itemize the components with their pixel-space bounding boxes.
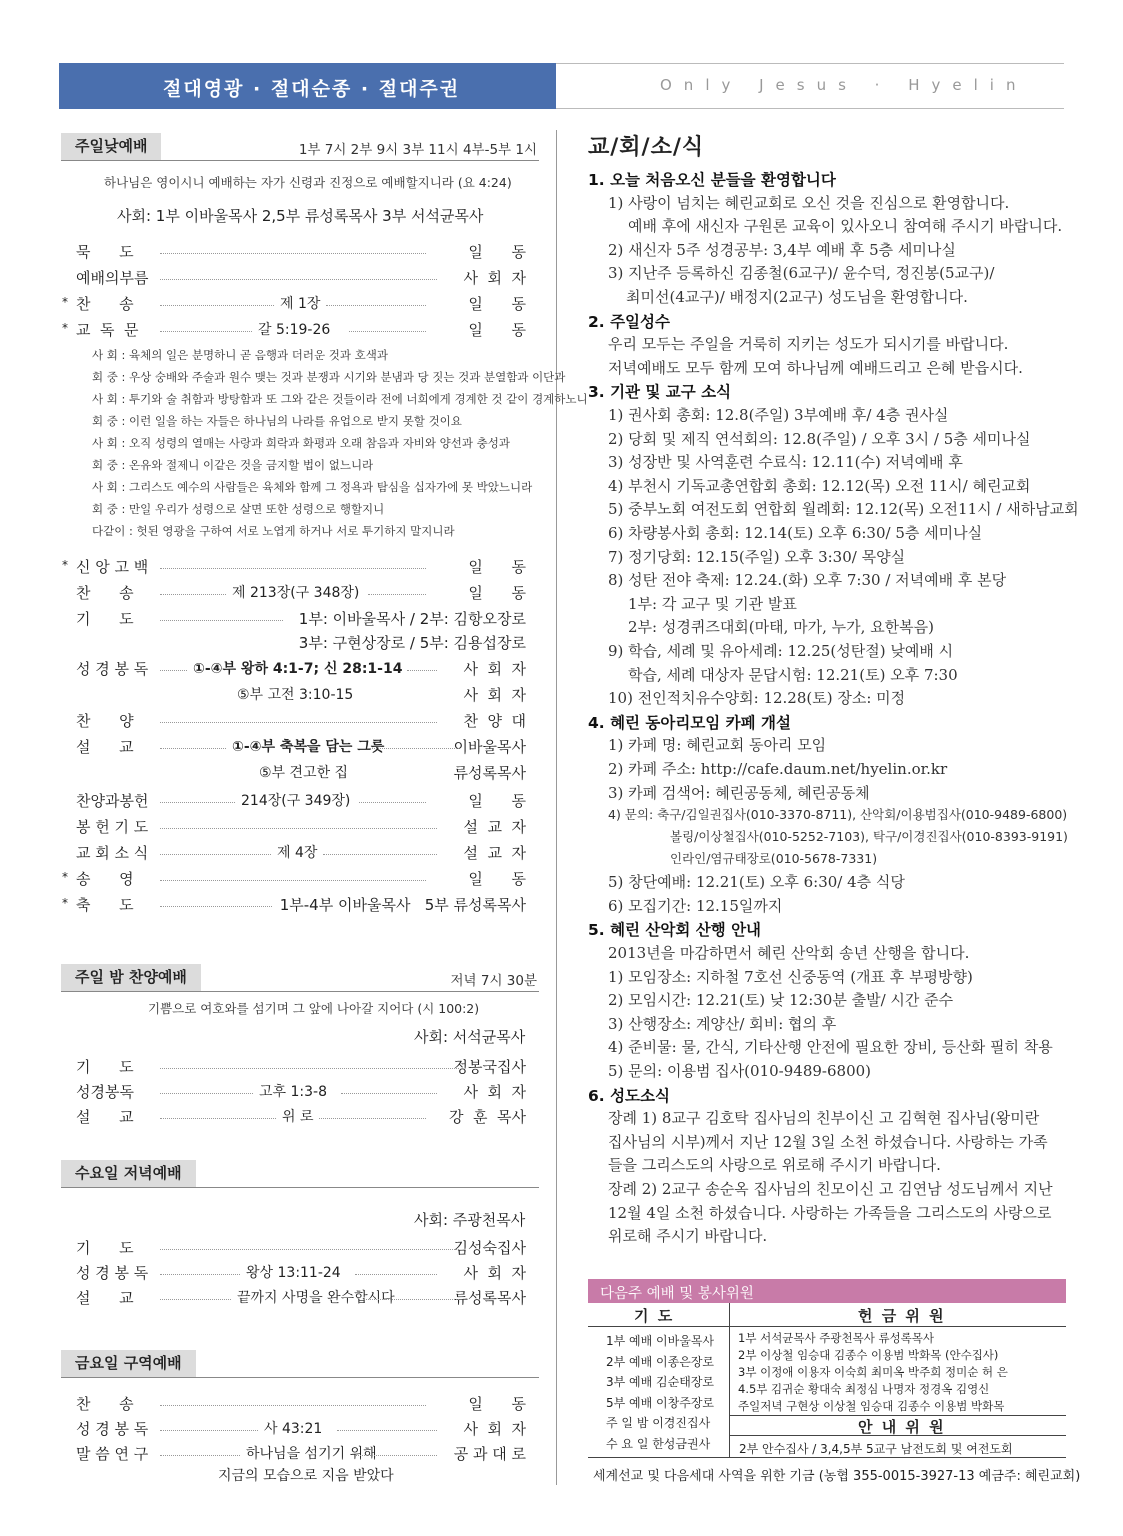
order-row [76, 816, 526, 838]
news-line: 3) 카페 검색어: 혜린공동체, 혜린공동체 [608, 783, 870, 802]
news-line: 집사님의 시부)께서 지난 12월 3일 소천 하셨습니다. 사랑하는 가족 [608, 1132, 1048, 1151]
leader-dots [355, 1274, 437, 1275]
order-label: 찬양과봉헌 [76, 792, 149, 810]
news-heading: 5. 혜린 산악회 산행 안내 [588, 921, 762, 940]
news-line: 7) 정기당회: 12.15(주일) 오후 3:30/ 목양실 [608, 547, 906, 566]
offering-assignment: 2부 이상철 임승대 김종수 이용범 박화목 (안수집사) [738, 1348, 999, 1362]
order-person: 1부: 이바울목사 / 2부: 김항오장로 [298, 610, 526, 628]
section-header-sunday-evening [61, 964, 539, 992]
order-row [76, 582, 526, 604]
header-right-title: Only Jesus · Hyelin [660, 76, 1028, 94]
order-person: 일 동 [468, 792, 526, 810]
order-row [62, 868, 526, 890]
order-label: 예배의부름 [76, 269, 149, 287]
responsive-line: 회 중 : 우상 숭배와 주술과 원수 맺는 것과 분쟁과 시기와 분냄과 당 짓는 것과 분열함과 이단과 [92, 370, 566, 384]
order-label: 성 경 봉 독 [76, 660, 149, 678]
news-line: 1) 카페 명: 혜린교회 동아리 모임 [608, 736, 827, 755]
leader-dots [407, 670, 437, 671]
news-line: 1부: 각 교구 및 기관 발표 [628, 594, 797, 613]
order-detail: 끝까지 사명을 완수합시다 [237, 1290, 395, 1306]
order-row [76, 790, 526, 812]
leader-dots [160, 1118, 276, 1119]
order-person: 일 동 [468, 870, 526, 888]
order-label: 교 독 문 [76, 321, 139, 339]
section-header-sunday [61, 133, 539, 161]
order-row [62, 894, 526, 916]
prayer-assignment: 5부 예배 이창주장로 [606, 1395, 715, 1410]
mission-fund-note: 세계선교 및 다음세대 사역을 위한 기금 (농협 355-0015-3927-13 예금주: 혜린교회) [593, 1469, 1081, 1484]
responsive-line: 사 회 : 육체의 일은 분명하니 곧 음행과 더러운 것과 호색과 [92, 348, 388, 362]
leader-dots [355, 1455, 437, 1456]
leader-dots [364, 1299, 459, 1300]
leader-dots [160, 331, 252, 332]
order-detail: ⑤부 고전 3:10-15 [237, 687, 354, 703]
order-label: 찬 송 [76, 295, 134, 313]
order-row [76, 1443, 526, 1465]
offering-assignment: 4.5부 김귀순 황대숙 최정심 나명자 정경옥 김영신 [738, 1382, 990, 1396]
order-label: 축 도 [76, 896, 134, 914]
usher-heading: 안 내 위 원 [858, 1418, 946, 1436]
order-person: 일 동 [468, 321, 526, 339]
order-label: 찬 양 [76, 712, 134, 730]
leader-dots [341, 1093, 437, 1094]
news-line: 6) 차량봉사회 총회: 12.14(토) 오후 6:30/ 5층 세미나실 [608, 524, 983, 542]
news-heading: 6. 성도소식 [588, 1086, 670, 1105]
leader-dots [160, 594, 226, 595]
order-label: 말 씀 연 구 [76, 1445, 149, 1463]
offering-assignment: 주일저녁 구현상 이상철 임승대 김종수 이용범 박화목 [738, 1399, 1005, 1413]
responsive-line: 회 중 : 이런 일을 하는 자들은 하나님의 나라를 유업으로 받지 못할 것이요 [92, 414, 462, 428]
news-heading: 3. 기관 및 교구 소식 [588, 383, 732, 402]
order-person: 김성숙집사 [453, 1239, 526, 1257]
news-contact-line: 볼링/이상철집사(010-5252-7103), 탁구/이경진집사(010-8393-9191) [670, 829, 1068, 845]
news-line: 1) 권사회 총회: 12.8(주일) 3부예배 후/ 4층 권사실 [608, 406, 949, 424]
news-line: 학습, 세례 대상자 문답시험: 12.21(토) 오후 7:30 [628, 665, 958, 684]
leader-dots [160, 253, 426, 254]
leader-dots [160, 568, 426, 569]
order-person: 일 동 [468, 1395, 526, 1413]
duty-title: 다음주 예배 및 봉사위원 [600, 1286, 754, 1302]
order-detail: 하나님을 섬기기 위해 [246, 1446, 377, 1462]
news-heading: 2. 주일성수 [588, 312, 670, 331]
order-row [76, 241, 526, 263]
leader-dots [319, 1118, 426, 1119]
leader-dots [160, 1274, 240, 1275]
order-person: 설 교 자 [463, 844, 526, 862]
order-row [76, 632, 526, 654]
order-label: 기 도 [76, 1239, 134, 1257]
order-label: 교 회 소 식 [76, 844, 149, 862]
order-label: 성 경 봉 독 [76, 1420, 149, 1438]
responsive-line: 사 회 : 그리스도 예수의 사람들은 육체와 함께 그 정욕과 탐심을 십자가에 못 박았느니라 [92, 480, 533, 494]
order-label: 찬 송 [76, 584, 134, 602]
news-line: 3) 지난주 등록하신 김종철(6교구)/ 윤수덕, 정진봉(5교구)/ [608, 264, 995, 283]
news-line: 8) 성탄 전야 축제: 12.24.(화) 오후 7:30 / 저녁예배 후 본당 [608, 571, 1007, 590]
news-line: 저녁예배도 모두 함께 모여 하나님께 예배드리고 은혜 받읍시다. [608, 358, 1023, 377]
order-row [62, 293, 526, 315]
usher-text: 2부 안수집사 / 3,4,5부 5교구 남전도회 및 여전도회 [739, 1442, 1013, 1456]
order-detail: ①-④부 축복을 담는 그릇 [232, 739, 385, 755]
order-label: 봉 헌 기 도 [76, 818, 149, 836]
news-line: 4) 준비물: 물, 간식, 기타산행 안전에 필요한 장비, 등산화 필히 착용 [608, 1038, 1053, 1057]
header-left-title: 절대영광 · 절대순종 · 절대주권 [163, 78, 461, 100]
responsive-line: 다같이 : 헛된 영광을 구하여 서로 노엽게 하거나 서로 투기하지 말지니라 [92, 524, 455, 538]
order-label: 설 교 [76, 1289, 134, 1307]
duty-column-divider [729, 1303, 730, 1457]
order-detail: 왕상 13:11-24 [246, 1265, 341, 1281]
prayer-assignment: 3부 예배 김순태장로 [606, 1375, 715, 1389]
leader-dots [160, 305, 274, 306]
leader-dots [160, 802, 235, 803]
order-label: 송 영 [76, 870, 134, 888]
order-label: 신 앙 고 백 [76, 558, 149, 576]
order-label: 설 교 [76, 1108, 134, 1126]
section-title: 금요일 구역예배 [61, 1350, 196, 1377]
news-line: 2) 당회 및 제직 연석회의: 12.8(주일) / 오후 3시 / 5층 세미나실 [608, 429, 1031, 448]
news-contact-line: 4) 문의: 축구/김일권집사(010-3370-8711), 산악회/이용범집사(010-9489-6800) [608, 807, 1068, 823]
prayer-assignment: 수 요 일 한성금권사 [606, 1436, 711, 1451]
leader-dots [160, 722, 437, 723]
sunday-presider: 사회: 1부 이바울목사 2,5부 류성록목사 3부 서석균목사 [117, 207, 484, 225]
order-person: 사 회 자 [463, 1264, 526, 1282]
news-line: 최미선(4교구)/ 배정지(2교구) 성도님을 환영합니다. [626, 288, 968, 306]
news-line: 10) 전인적치유수양회: 12.28(토) 장소: 미정 [608, 689, 906, 708]
news-line: 2) 모임시간: 12.21(토) 낮 12:30분 출발/ 시간 준수 [608, 991, 954, 1010]
column-divider [556, 130, 557, 1485]
leader-dots [368, 594, 426, 595]
order-row [76, 1287, 526, 1309]
order-person: 사 회 자 [463, 269, 526, 287]
news-heading: 1. 오늘 처음오신 분들을 환영합니다 [588, 171, 836, 189]
order-person: 일 동 [468, 243, 526, 261]
order-person: 사 회 자 [463, 686, 526, 704]
prayer-assignment: 1부 예배 이바울목사 [606, 1334, 715, 1348]
section-title: 주일낮예배 [61, 133, 161, 160]
offering-assignment: 1부 서석균목사 주광천목사 류성록목사 [738, 1331, 935, 1345]
header-rule-bottom [556, 108, 1064, 109]
prayer-heading: 기 도 [634, 1307, 675, 1325]
leader-dots [349, 331, 426, 332]
news-line: 2) 새신자 5주 성경공부: 3,4부 예배 후 5층 세미나실 [608, 240, 956, 259]
responsive-line: 회 중 : 온유와 절제니 이같은 것을 금지할 법이 없느니라 [92, 458, 374, 472]
order-detail: 214장(구 349장) [241, 793, 351, 809]
responsive-line: 사 회 : 오직 성령의 열매는 사랑과 희락과 화평과 오래 참음과 자비와 양선과 충성과 [92, 436, 510, 450]
order-person: 일 동 [468, 558, 526, 576]
standing-mark: * [62, 870, 68, 884]
leader-dots [160, 906, 272, 907]
leader-dots [323, 854, 437, 855]
order-person: 3부: 구현상장로 / 5부: 김용섭장로 [298, 634, 526, 652]
section-header-wednesday [61, 1160, 539, 1188]
news-line: 장례 2) 2교구 송순옥 집사님의 친모이신 고 김연남 성도님께서 지난 [608, 1180, 1053, 1198]
order-person: 류성록목사 [453, 1289, 526, 1307]
order-row [76, 1056, 526, 1078]
news-line: 들을 그리스도의 사랑으로 위로해 주시기 바랍니다. [608, 1156, 941, 1175]
order-label: 설 교 [76, 738, 134, 756]
news-line: 6) 모집기간: 12.15일까지 [608, 896, 783, 915]
order-person: 찬 양 대 [463, 712, 526, 730]
news-line: 5) 중부노회 여전도회 연합회 월례회: 12.12(목) 오전11시 / 새하남교회 [608, 500, 1079, 519]
order-detail: 갈 5:19-26 [258, 322, 331, 338]
news-line: 2013년을 마감하면서 혜린 산악회 송년 산행을 합니다. [608, 944, 970, 962]
order-detail: 사 43:21 [264, 1421, 323, 1437]
order-row [76, 762, 526, 784]
news-line: 장례 1) 8교구 김호탁 집사님의 친부이신 고 김혁현 집사님(왕미란 [608, 1109, 1040, 1128]
order-row [76, 1418, 526, 1440]
responsive-line: 회 중 : 만일 우리가 성령으로 살면 또한 성령으로 행할지니 [92, 502, 385, 516]
leader-dots [337, 1430, 437, 1431]
leader-dots [160, 1455, 240, 1456]
news-line: 4) 부천시 기독교총연합회 총회: 12.12(목) 오전 11시/ 혜린교회 [608, 476, 1031, 495]
leader-dots [160, 1299, 231, 1300]
news-line: 12월 4일 소천 하셨습니다. 사랑하는 가족들을 그리스도의 사랑으로 [608, 1203, 1052, 1222]
duty-table [588, 1303, 1066, 1458]
standing-mark: * [62, 295, 68, 309]
leader-dots [160, 1405, 426, 1406]
order-label: 성 경 봉 독 [76, 1264, 149, 1282]
prayer-assignment: 주 일 밤 이경진집사 [606, 1416, 711, 1430]
news-line: 예배 후에 새신자 구원론 교육이 있사오니 참여해 주시기 바랍니다. [628, 217, 1063, 236]
evening-presider: 사회: 서석균목사 [414, 1028, 526, 1046]
order-label: 찬 송 [76, 1395, 134, 1413]
news-line: 2) 카페 주소: http://cafe.daum.net/hyelin.or.kr [608, 760, 948, 778]
order-detail: ⑤부 견고한 집 [259, 765, 349, 781]
news-line: 1) 모임장소: 지하철 7호선 신중동역 (개표 후 부평방향) [608, 967, 973, 986]
order-row [76, 842, 526, 864]
order-detail: ①-④부 왕하 4:1-7; 신 28:1-14 [193, 661, 403, 677]
header-band [59, 63, 556, 109]
offering-heading: 헌 금 위 원 [858, 1307, 946, 1325]
news-line: 위로해 주시기 바랍니다. [608, 1227, 768, 1246]
news-line: 3) 산행장소: 계양산/ 회비: 협의 후 [608, 1014, 837, 1033]
news-line: 우리 모두는 주일을 거룩히 지키는 성도가 되시기를 바랍니다. [608, 335, 1009, 354]
order-person: 이바울목사 [453, 738, 526, 756]
wednesday-presider: 사회: 주광천목사 [414, 1211, 526, 1229]
order-label: 성경봉독 [76, 1083, 134, 1101]
order-person: 정봉국집사 [453, 1058, 526, 1076]
order-row [76, 1393, 526, 1415]
news-line: 3) 성장반 및 사역훈련 수료식: 12.11(수) 저녁예배 후 [608, 453, 963, 472]
order-row [76, 736, 526, 758]
order-detail: 제 4장 [277, 845, 318, 861]
order-row [76, 1081, 526, 1103]
leader-dots [160, 748, 226, 749]
order-person: 공 과 대 로 [453, 1445, 526, 1463]
leader-dots [160, 670, 187, 671]
order-row [76, 684, 526, 706]
order-row [76, 267, 526, 289]
news-line: 5) 문의: 이용범 집사(010-9489-6800) [608, 1062, 872, 1080]
offering-assignment: 3부 이정애 이용자 이숙희 최미옥 박주희 정미순 허 은 [738, 1365, 1008, 1379]
order-detail: 위 로 [282, 1109, 314, 1125]
leader-dots [160, 1249, 459, 1250]
news-heading: 4. 혜린 동아리모임 카페 개설 [588, 713, 791, 732]
section-time: 저녁 7시 30분 [450, 973, 537, 989]
order-person: 일 동 [468, 584, 526, 602]
duty-header-rule [588, 1326, 1066, 1327]
news-line: 2부: 성경퀴즈대회(마태, 마가, 누가, 요한복음) [628, 618, 935, 637]
order-row [76, 658, 526, 680]
order-person: 강 훈 목사 [448, 1108, 526, 1126]
order-label: 기 도 [76, 1058, 134, 1076]
order-person: 사 회 자 [463, 1420, 526, 1438]
standing-mark: * [62, 321, 68, 335]
order-row [62, 556, 526, 578]
leader-dots [160, 1068, 459, 1069]
leader-dots [160, 279, 437, 280]
order-row [76, 1237, 526, 1259]
leader-dots [359, 802, 426, 803]
order-detail: 고후 1:3-8 [259, 1084, 327, 1100]
section-header-friday [61, 1350, 539, 1378]
leader-dots [326, 305, 426, 306]
leader-dots [160, 1093, 253, 1094]
leader-dots [160, 1430, 258, 1431]
news-line: 5) 창단예배: 12.21(토) 오후 6:30/ 4층 식당 [608, 873, 905, 892]
order-person: 1부-4부 이바울목사 5부 류성록목사 [279, 896, 526, 914]
prayer-assignment: 2부 예배 이종은장로 [606, 1354, 715, 1369]
leader-dots [160, 828, 437, 829]
order-label: 기 도 [76, 610, 134, 628]
order-row [76, 710, 526, 732]
order-row [76, 608, 526, 630]
responsive-line: 사 회 : 투기와 술 취함과 방탕함과 또 그와 같은 것들이라 전에 너희에게 경계한 것 같이 경계하노니 [92, 392, 588, 406]
leader-dots [160, 854, 271, 855]
standing-mark: * [62, 558, 68, 572]
news-title: 교/회/소/식 [588, 135, 705, 160]
order-person: 류성록목사 [453, 764, 526, 782]
order-person: 사 회 자 [463, 1083, 526, 1101]
leader-dots [368, 748, 459, 749]
leader-dots [160, 620, 283, 621]
order-person: 설 교 자 [463, 818, 526, 836]
news-contact-line: 인라인/염규태장로(010-5678-7331) [670, 851, 878, 867]
standing-mark: * [62, 896, 68, 910]
section-title: 수요일 저녁예배 [61, 1160, 196, 1187]
order-detail: 제 1장 [280, 296, 321, 312]
order-row [76, 1106, 526, 1128]
section-title: 주일 밤 찬양예배 [61, 964, 201, 991]
evening-verse: 기쁨으로 여호와를 섬기며 그 앞에 나아갈 지어다 (시 100:2) [148, 1001, 480, 1016]
friday-study-line2: 지금의 모습으로 지음 받았다 [218, 1468, 394, 1484]
order-row [76, 1262, 526, 1284]
duty-box-header [588, 1279, 1066, 1303]
order-detail: 제 213장(구 348장) [232, 585, 360, 601]
order-person: 사 회 자 [463, 660, 526, 678]
sunday-verse: 하나님은 영이시니 예배하는 자가 신령과 진정으로 예배할지니라 (요 4:24) [104, 175, 512, 190]
news-line: 1) 사랑이 넘치는 혜린교회로 오신 것을 진심으로 환영합니다. [608, 193, 1010, 212]
leader-dots [160, 880, 426, 881]
section-time: 1부 7시 2부 9시 3부 11시 4부-5부 1시 [298, 142, 537, 158]
order-row [62, 319, 526, 341]
header-rule-top [556, 63, 1064, 64]
news-line: 9) 학습, 세례 및 유아세례: 12.25(성탄절) 낮예배 시 [608, 642, 954, 660]
order-person: 일 동 [468, 295, 526, 313]
order-label: 묵 도 [76, 243, 134, 261]
